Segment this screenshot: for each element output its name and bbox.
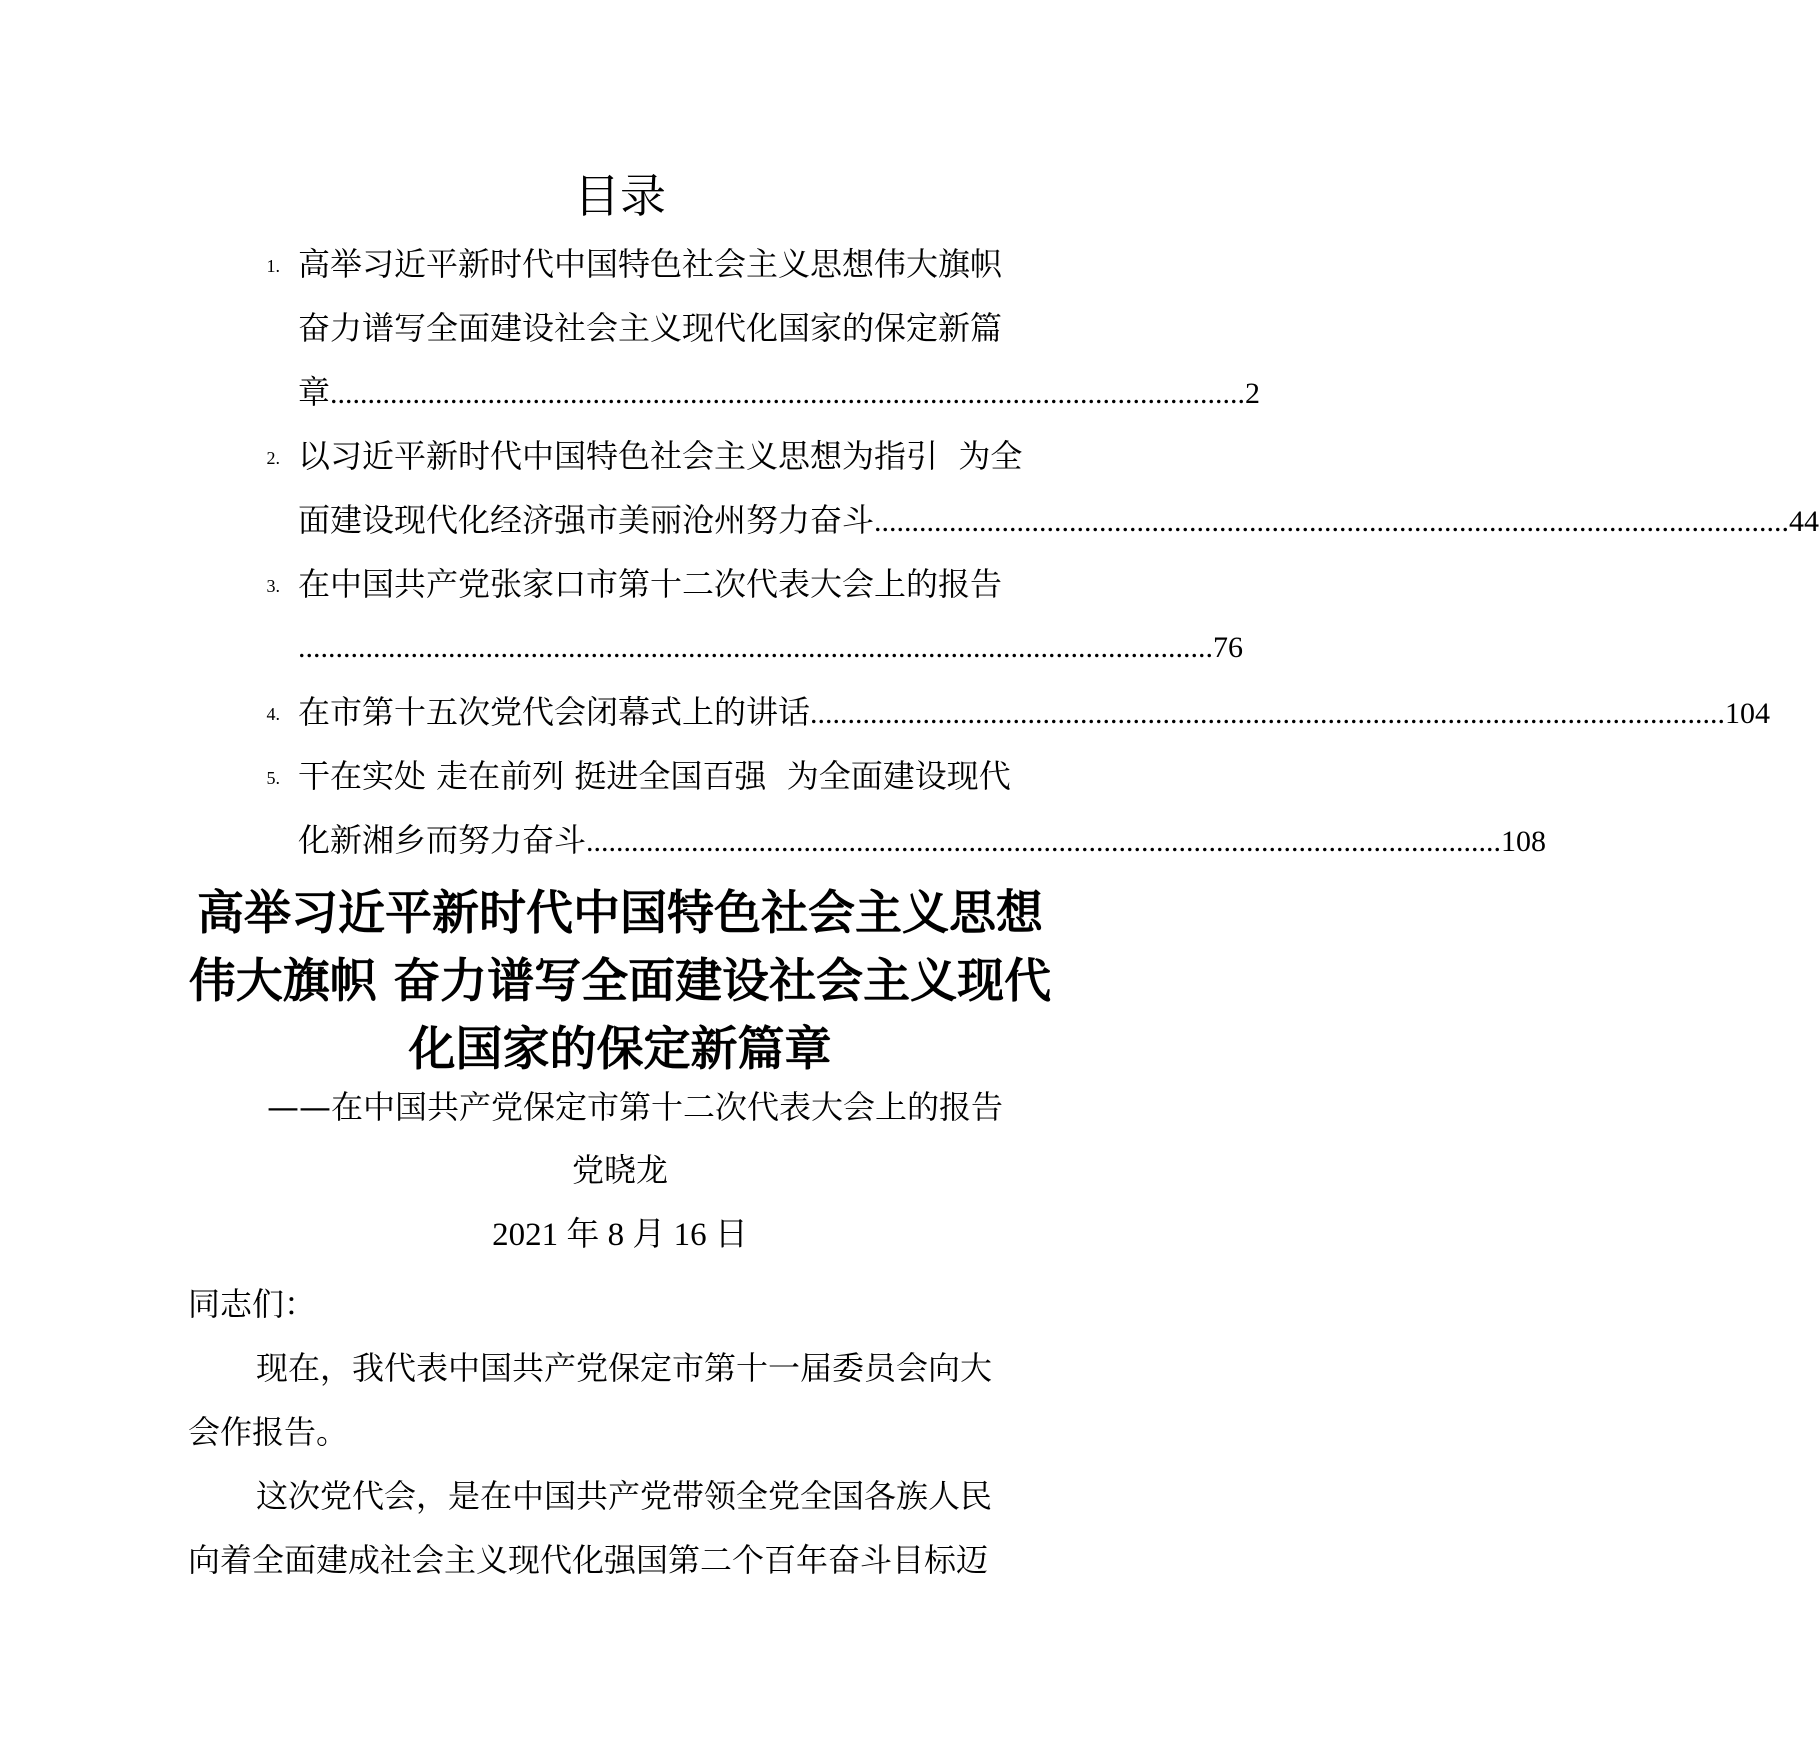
toc-item-title-line: 以习近平新时代中国特色社会主义思想为指引 为全 <box>298 437 1023 475</box>
document-subtitle: ——在中国共产党保定市第十二次代表大会上的报告 <box>266 1088 1003 1126</box>
toc-item-title-end: 面建设现代化经济强市美丽沧州努力奋斗 <box>298 501 875 539</box>
paragraph-line: 这次党代会，是在中国共产党带领全党全国各族人民 <box>256 1477 993 1515</box>
toc-item-title-end: 化新湘乡而努力奋斗 <box>298 821 587 859</box>
document-title <box>150 880 1090 1084</box>
table-of-contents <box>255 232 1819 872</box>
toc-item[interactable] <box>255 552 1243 680</box>
toc-page-number: 2 <box>1245 377 1261 410</box>
toc-item-last-line <box>298 488 1819 552</box>
toc-item[interactable] <box>255 744 1547 872</box>
toc-item-last-line <box>298 616 1243 680</box>
toc-item-title-end: 章 <box>298 373 331 411</box>
toc-item-last-line <box>298 360 1261 424</box>
toc-leader-dots: .......................................................................................................................... <box>586 825 1502 858</box>
salutation: 同志们： <box>188 1285 317 1323</box>
document-title-line: 伟大旗帜 奋力谱写全面建设社会主义现代 <box>188 954 1052 1009</box>
toc-item-last-line <box>298 808 1547 872</box>
toc-item-title-line: 奋力谱写全面建设社会主义现代化国家的保定新篇 <box>298 309 1003 347</box>
toc-item-number: 4. <box>266 704 280 724</box>
toc-item-number: 1. <box>266 256 280 276</box>
toc-item-last-line <box>298 680 1771 744</box>
paragraph-line: 现在，我代表中国共产党保定市第十一届委员会向大 <box>256 1349 993 1387</box>
toc-page-number: 108 <box>1501 825 1547 858</box>
document-date: 2021 年 8 月 16 日 <box>492 1217 748 1253</box>
toc-item[interactable] <box>255 232 1261 424</box>
document-author: 党晓龙 <box>571 1151 668 1189</box>
toc-item-title-line: 干在实处 走在前列 挺进全国百强 为全面建设现代 <box>298 757 1011 795</box>
toc-leader-dots: .......................................................................................................................... <box>874 505 1790 538</box>
toc-leader-dots: .......................................................................................................................... <box>298 631 1213 664</box>
toc-item-number: 3. <box>266 576 280 596</box>
document-title-line: 化国家的保定新篇章 <box>408 1022 832 1077</box>
toc-title: 目录 <box>574 169 666 223</box>
toc-item[interactable] <box>255 424 1819 552</box>
toc-page-number: 44 <box>1789 505 1819 538</box>
document-body <box>188 1272 1033 1592</box>
toc-item-title-end: 在市第十五次党代会闭幕式上的讲话 <box>298 693 811 731</box>
paragraph-line: 向着全面建成社会主义现代化强国第二个百年奋斗目标迈 <box>188 1541 989 1579</box>
toc-item-title-line: 高举习近平新时代中国特色社会主义思想伟大旗帜 <box>298 245 1003 283</box>
toc-leader-dots: .......................................................................................................................... <box>810 697 1726 730</box>
toc-item-title-line: 在中国共产党张家口市第十二次代表大会上的报告 <box>298 565 1003 603</box>
paragraph-line: 会作报告。 <box>188 1413 349 1451</box>
toc-page-number: 76 <box>1213 631 1243 664</box>
toc-leader-dots: .......................................................................................................................... <box>330 377 1246 410</box>
toc-item-number: 5. <box>266 768 280 788</box>
toc-item[interactable] <box>255 680 1771 744</box>
toc-item-number: 2. <box>266 448 280 468</box>
document-title-line: 高举习近平新时代中国特色社会主义思想 <box>197 886 1043 941</box>
toc-page-number: 104 <box>1725 697 1771 730</box>
